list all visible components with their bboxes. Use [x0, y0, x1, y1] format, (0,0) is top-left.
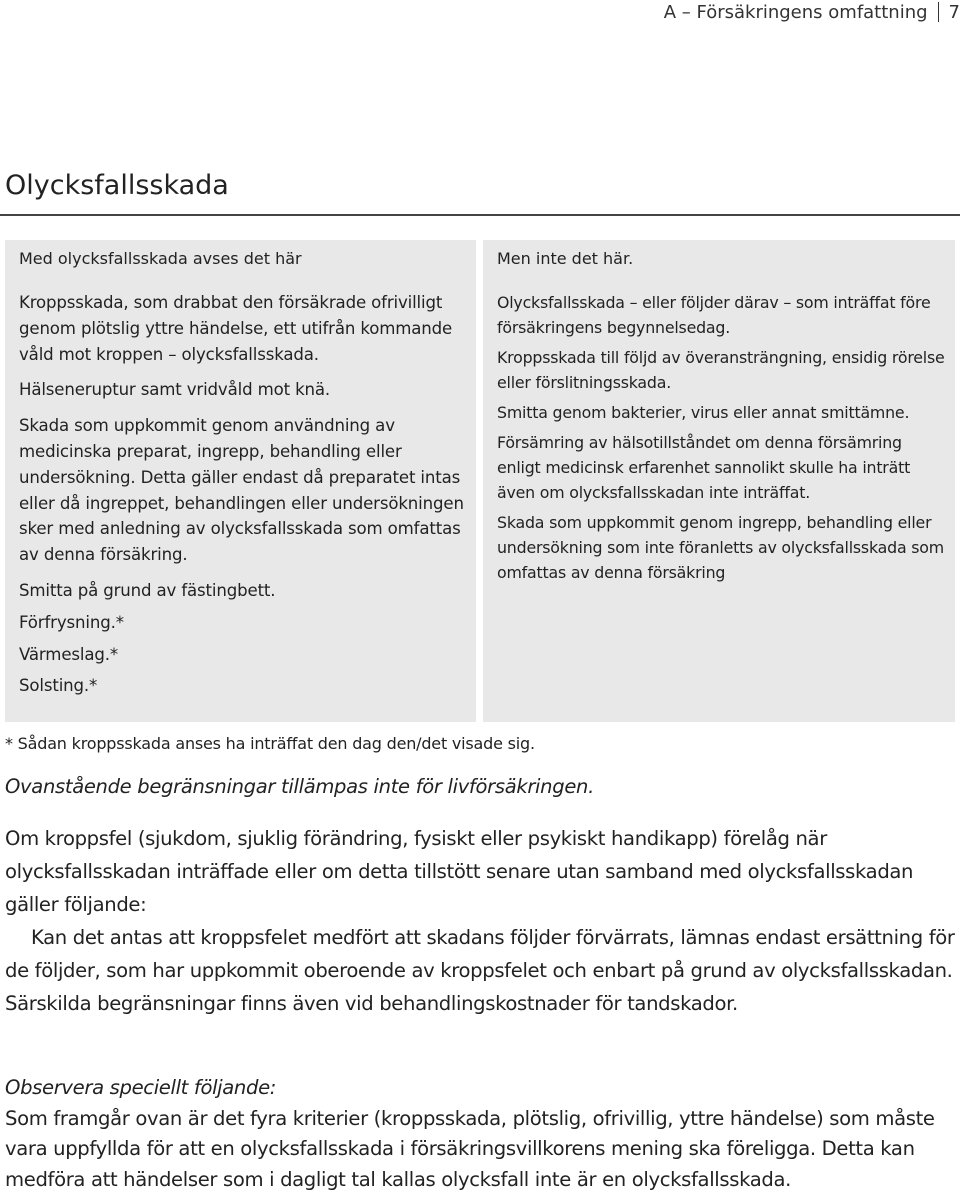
covered-item: Förfrysning.*: [19, 612, 124, 632]
body-text: [5, 822, 955, 1020]
body-paragraph: Kan det antas att kroppsfelet medfört att skadans följder förvärrats, lämnas endast ersättning för de följder, som har uppkommit oberoende av kroppsfelet och enbart på grund av olycksfallsskadan. Särskilda begränsningar finns även vid behandlingskostnader för tandskador.: [5, 926, 955, 1015]
observe-text: Som framgår ovan är det fyra kriterier (kroppsskada, plötslig, ofrivillig, yttre händelse) som måste vara uppfyllda för att en olycksfallsskada i försäkringsvillkorens mening ska föreligga. Detta kan medföra att händelser som i dagligt tal kallas olycksfall inte är en olycksfallsskada.: [5, 1106, 935, 1191]
excluded-heading: Men inte det här.: [497, 249, 634, 268]
covered-column: [5, 240, 476, 722]
covered-item: Skada som uppkommit genom användning av medicinska preparat, ingrepp, behandling eller undersökning. Detta gäller endast då preparatet intas eller då ingreppet, behandlingen eller undersökningen sker med anledning av olycksfallsskada som omfattas av denna försäkring.: [19, 416, 464, 565]
covered-heading: Med olycksfallsskada avses det här: [19, 249, 302, 268]
excluded-item: Skada som uppkommit genom ingrepp, behandling eller undersökning som inte föranletts av olycksfallsskada som omfattas av denna försäkring: [497, 513, 944, 582]
excluded-item: Olycksfallsskada – eller följder därav – som inträffat före försäkringens begynnelsedag.: [497, 293, 931, 337]
header-separator: [938, 2, 939, 22]
body-paragraph: Om kroppsfel (sjukdom, sjuklig förändring, fysiskt eller psykiskt handikapp) förelåg när olycksfallsskadan inträffade eller om detta tillstött senare utan samband med olycksfallsskadan gäller följande:: [5, 827, 914, 916]
footnote: * Sådan kroppsskada anses ha inträffat den dag den/det visade sig.: [5, 734, 535, 753]
covered-item: Smitta på grund av fästingbett.: [19, 580, 276, 600]
running-header: [664, 0, 960, 24]
running-header-section: A – Försäkringens omfattning: [663, 1, 928, 23]
excluded-column: [483, 240, 955, 722]
covered-item: Kroppsskada, som drabbat den försäkrade ofrivilligt genom plötslig yttre händelse, ett utifrån kommande våld mot kroppen – olycksfallsskada.: [19, 293, 453, 364]
covered-item: Solsting.*: [19, 676, 98, 696]
excluded-item: Kroppsskada till följd av överansträngning, ensidig rörelse eller förslitningsskada.: [497, 348, 945, 392]
covered-item: Värmeslag.*: [19, 644, 119, 664]
observe-section: [5, 1073, 957, 1195]
covered-item: Hälseneruptur samt vridvåld mot knä.: [19, 380, 331, 400]
page-number: 7: [948, 1, 960, 23]
excluded-item: Smitta genom bakterier, virus eller annat smittämne.: [497, 403, 910, 422]
observe-label: Observera speciellt följande:: [5, 1076, 277, 1099]
excluded-item: Försämring av hälsotillståndet om denna försämring enligt medicinsk erfarenhet sannolikt skulle ha inträtt även om olycksfallsskadan inte inträffat.: [497, 433, 911, 502]
life-insurance-note: Ovanstående begränsningar tillämpas inte för livförsäkringen.: [5, 775, 594, 798]
section-title: Olycksfallsskada: [5, 170, 229, 201]
title-divider: [0, 214, 960, 216]
